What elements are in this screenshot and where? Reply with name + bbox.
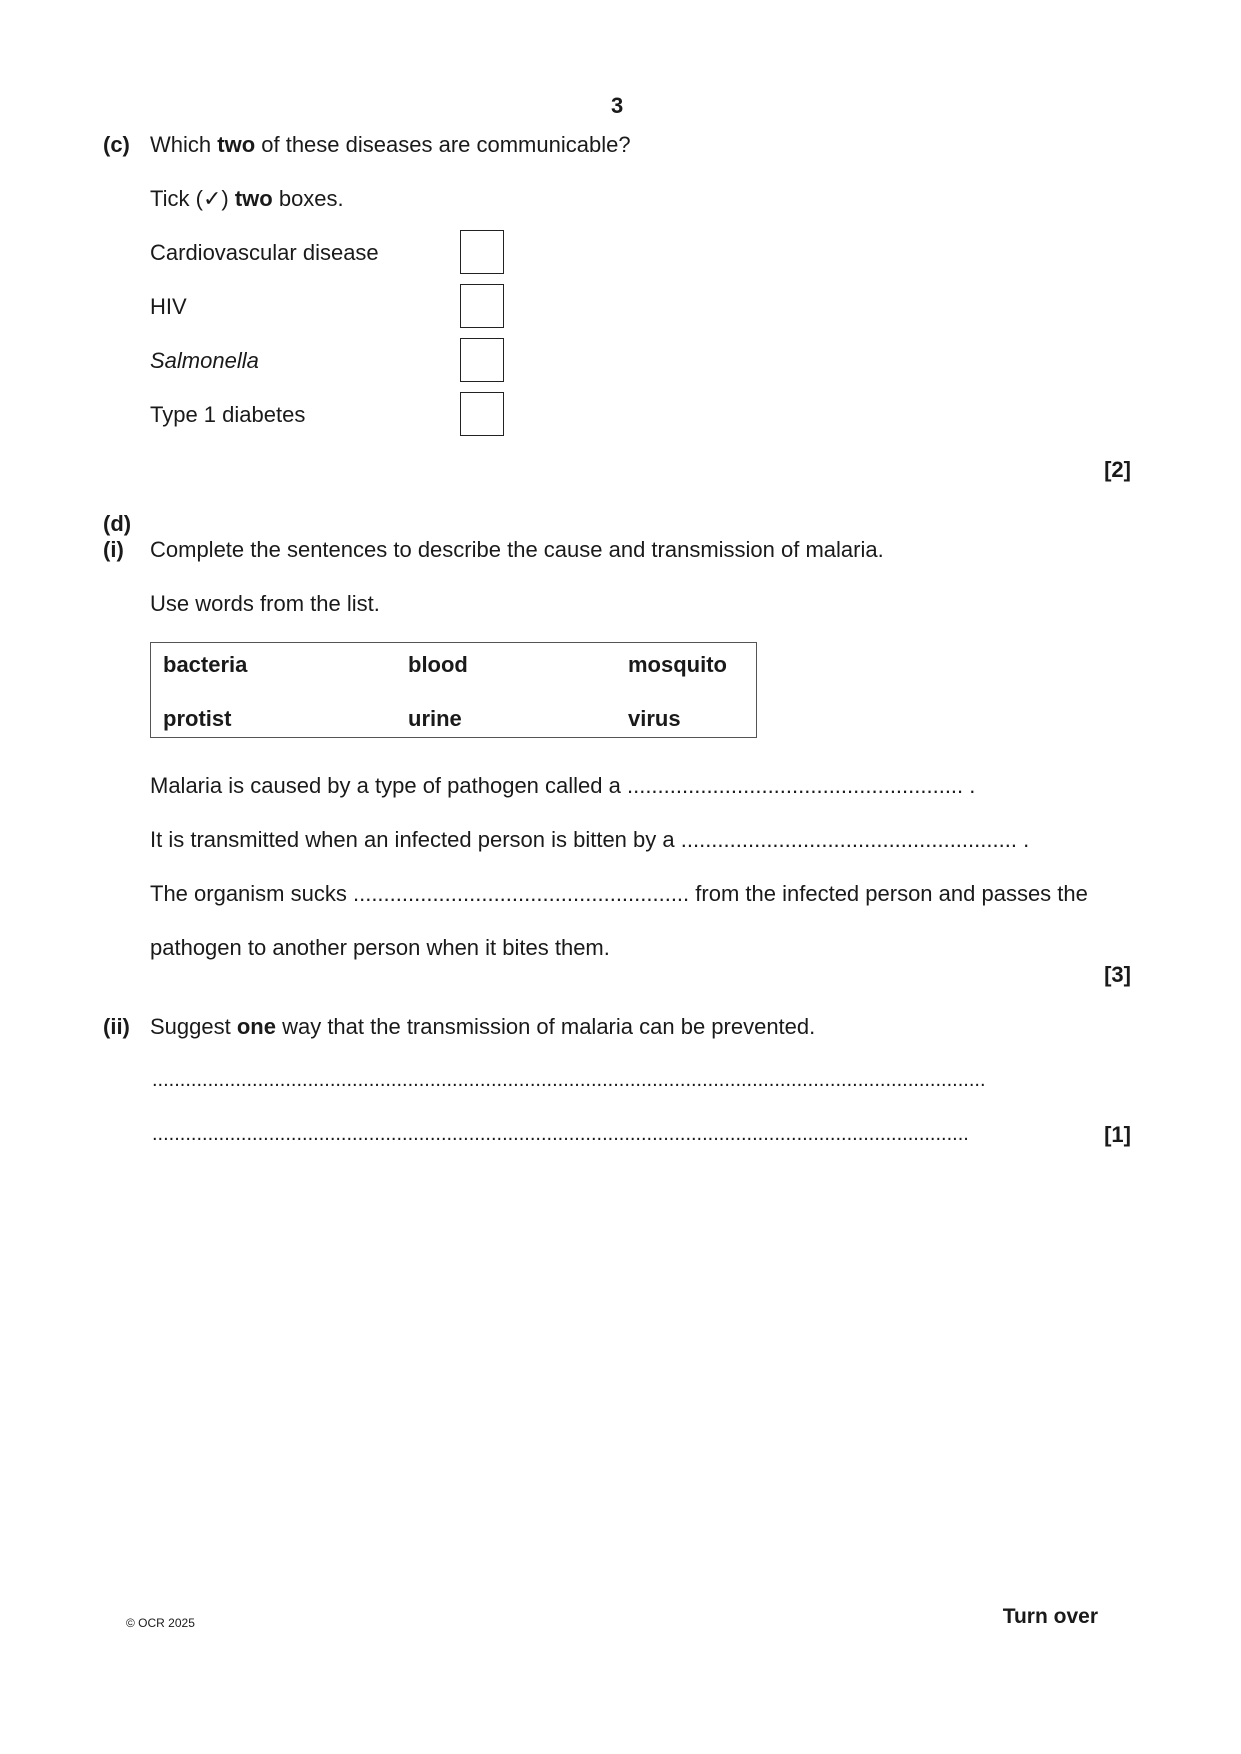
part-d-label: (d): [103, 511, 132, 536]
question-emphasis: one: [236, 1014, 276, 1039]
part-d-i-instruction: Use words from the list.: [150, 591, 380, 616]
sentence-text: from the infected person and passes the: [695, 881, 1088, 906]
checkbox-salmonella[interactable]: [460, 338, 504, 382]
word-mosquito: mosquito: [628, 652, 727, 677]
question-emphasis: two: [217, 132, 256, 157]
part-c-marks: [2]: [1104, 457, 1131, 482]
part-d-ii-label: (ii): [103, 1014, 130, 1039]
part-c-instruction: [150, 188, 344, 210]
instruction-text: boxes.: [272, 186, 344, 211]
word-virus: virus: [628, 706, 681, 731]
sentence-end: .: [969, 773, 976, 798]
answer-blank-vector[interactable]: .......................................................: [680, 827, 1017, 852]
option-type-1-diabetes: Type 1 diabetes: [150, 402, 306, 427]
word-protist: protist: [163, 706, 232, 731]
sentence-2: [150, 829, 1029, 851]
answer-line-1[interactable]: ......................................................................................................................................................: [152, 1070, 986, 1090]
turn-over: Turn over: [1002, 1605, 1098, 1628]
word-list-box: [150, 642, 757, 738]
checkbox-hiv[interactable]: [460, 284, 504, 328]
question-text: way that the transmission of malaria can be prevented.: [275, 1014, 816, 1039]
answer-line-2[interactable]: ...................................................................................................................................................: [152, 1124, 969, 1144]
option-hiv: HIV: [150, 294, 187, 319]
option-salmonella: Salmonella: [150, 348, 259, 373]
answer-blank-substance[interactable]: .......................................................: [352, 881, 690, 906]
sentence-4: pathogen to another person when it bites them.: [150, 935, 610, 960]
page-number: 3: [611, 93, 624, 118]
word-blood: blood: [408, 652, 468, 677]
sentence-3: [150, 883, 1088, 905]
sentence-text: It is transmitted when an infected person is bitten by a: [150, 827, 675, 852]
word-urine: urine: [408, 706, 462, 731]
sentence-end: .: [1023, 827, 1030, 852]
part-c-question: [150, 134, 631, 156]
question-text: Suggest: [150, 1014, 237, 1039]
copyright: © OCR 2025: [126, 1616, 195, 1630]
word-bacteria: bacteria: [163, 652, 248, 677]
part-d-i-marks: [3]: [1104, 962, 1131, 987]
sentence-1: [150, 775, 975, 797]
checkbox-type-1-diabetes[interactable]: [460, 392, 504, 436]
answer-blank-pathogen[interactable]: .......................................................: [626, 773, 964, 798]
sentence-text: The organism sucks: [150, 881, 347, 906]
question-text: of these diseases are communicable?: [255, 132, 631, 157]
part-d-i-question: Complete the sentences to describe the cause and transmission of malaria.: [150, 537, 884, 562]
sentence-text: Malaria is caused by a type of pathogen called a: [150, 773, 621, 798]
checkbox-cardiovascular-disease[interactable]: [460, 230, 504, 274]
instruction-text: Tick (✓): [150, 186, 235, 211]
option-cardiovascular-disease: Cardiovascular disease: [150, 240, 379, 265]
part-d-ii-question: [150, 1016, 815, 1038]
instruction-emphasis: two: [234, 186, 273, 211]
part-d-ii-marks: [1]: [1104, 1122, 1131, 1147]
question-text: Which: [150, 132, 218, 157]
part-c-label: (c): [103, 132, 130, 157]
part-d-i-label: (i): [103, 537, 124, 562]
